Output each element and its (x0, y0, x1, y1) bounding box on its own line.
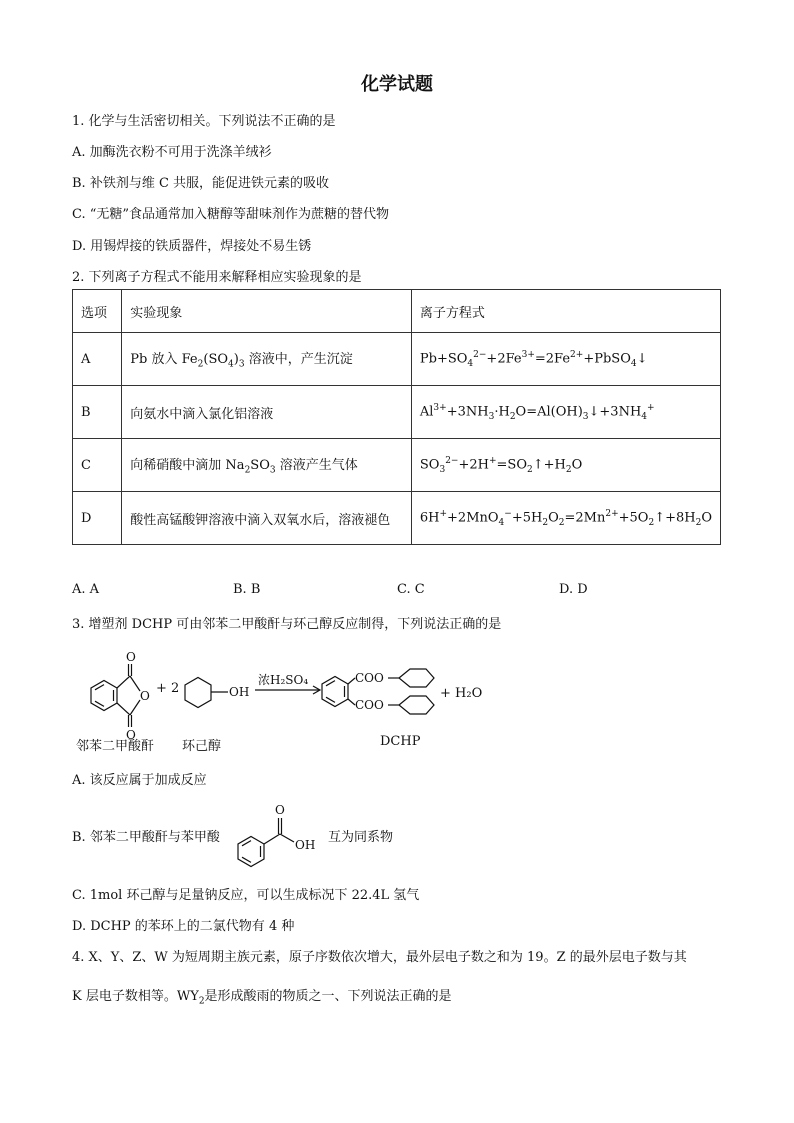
row-equation: $Pb+SO_4^{2-}+2Fe^{3+}=2Fe^{2+}+PbSO_4↓$ (411, 333, 720, 386)
row-key: C (73, 439, 122, 492)
phthalic-anhydride-structure (91, 650, 150, 742)
header-phenomenon: 实验现象 (122, 290, 412, 333)
byproduct-text: + H₂O (440, 686, 483, 701)
table-row (73, 386, 721, 439)
row-equation: $6H^++2MnO_4^-+5H_2O_2=2Mn^{2+}+5O_2↑+8H_2O$ (411, 492, 720, 545)
table-header-row (73, 290, 721, 333)
catalyst-label: 浓H₂SO₄ (258, 673, 309, 687)
dchp-structure (322, 669, 434, 714)
reaction-arrow (255, 673, 320, 694)
q1-option-c: C. “无糖”食品通常加入糖醇等甜味剂作为蔗糖的替代物 (72, 207, 390, 222)
row-key: B (73, 386, 122, 439)
svg-text:OH: OH (295, 838, 316, 852)
q2-answer-a: A. A (72, 582, 100, 597)
q1-option-d: D. 用锡焊接的铁质器件，焊接处不易生锈 (72, 239, 312, 254)
row-phenomenon: Pb 放入 $Fe_2(SO_4)_3$ 溶液中，产生沉淀 (122, 333, 412, 386)
table-row (73, 492, 721, 545)
q1-option-b: B. 补铁剂与维 C 共服，能促进铁元素的吸收 (72, 176, 330, 191)
svg-text:O: O (126, 728, 136, 742)
q3-option-a: A. 该反应属于加成反应 (72, 773, 207, 788)
q2-stem: 2. 下列离子方程式不能用来解释相应实验现象的是 (72, 270, 362, 285)
q3-stem: 3. 增塑剂 DCHP 可由邻苯二甲酸酐与环己醇反应制得，下列说法正确的是 (72, 617, 502, 632)
benzoic-acid-structure (232, 800, 328, 870)
q2-answer-d: D. D (559, 582, 588, 597)
header-equation: 离子方程式 (411, 290, 720, 333)
product-label: DCHP (380, 734, 421, 749)
svg-text:COO: COO (355, 671, 384, 685)
svg-text:OH: OH (229, 685, 250, 699)
q2-table (72, 289, 721, 545)
svg-text:O: O (275, 803, 285, 817)
svg-text:COO: COO (355, 698, 384, 712)
table-row (73, 333, 721, 386)
q3-option-b: B. 邻苯二甲酸酐与苯甲酸 (72, 830, 220, 845)
row-phenomenon: 酸性高锰酸钾溶液中滴入双氧水后，溶液褪色 (122, 492, 412, 545)
page-title: 化学试题 (361, 74, 433, 95)
row-equation: $SO_3^{2-}+2H^+=SO_2↑+H_2O$ (411, 439, 720, 492)
q1-stem: 1. 化学与生活密切相关。下列说法不正确的是 (72, 114, 336, 129)
reactant1-label: 邻苯二甲酸酐 (76, 739, 155, 754)
q1-option-a: A. 加酶洗衣粉不可用于洗涤羊绒衫 (72, 145, 272, 160)
reactant2-label: 环己醇 (182, 739, 222, 754)
coefficient-text: + 2 (156, 681, 180, 696)
svg-text:O: O (140, 689, 150, 703)
row-phenomenon: 向氨水中滴入氯化铝溶液 (122, 386, 412, 439)
svg-text:O: O (126, 650, 136, 664)
q3-option-b-tail: 互为同系物 (328, 830, 394, 845)
q2-answer-c: C. C (397, 582, 425, 597)
cyclohexanol-structure (185, 678, 249, 708)
q3-option-d: D. DCHP 的苯环上的二氯代物有 4 种 (72, 919, 295, 934)
row-key: D (73, 492, 122, 545)
header-option: 选项 (73, 290, 122, 333)
q4-line2: K 层电子数相等。$WY_2$是形成酸雨的物质之一、下列说法正确的是 (72, 989, 452, 1007)
q4-line1: 4. X、Y、Z、W 为短周期主族元素，原子序数依次增大，最外层电子数之和为 19。Z 的最外层电子数与其 (72, 950, 687, 965)
row-key: A (73, 333, 122, 386)
q3-option-c: C. 1mol 环己醇与足量钠反应，可以生成标况下 22.4L 氢气 (72, 888, 420, 903)
row-equation: $Al^{3+}+3NH_3\cdot H_2O=Al(OH)_3↓+3NH_4^+$ (411, 386, 720, 439)
table-row (73, 439, 721, 492)
row-phenomenon: 向稀硝酸中滴加 $Na_2SO_3$ 溶液产生气体 (122, 439, 412, 492)
q2-answer-b: B. B (233, 582, 261, 597)
